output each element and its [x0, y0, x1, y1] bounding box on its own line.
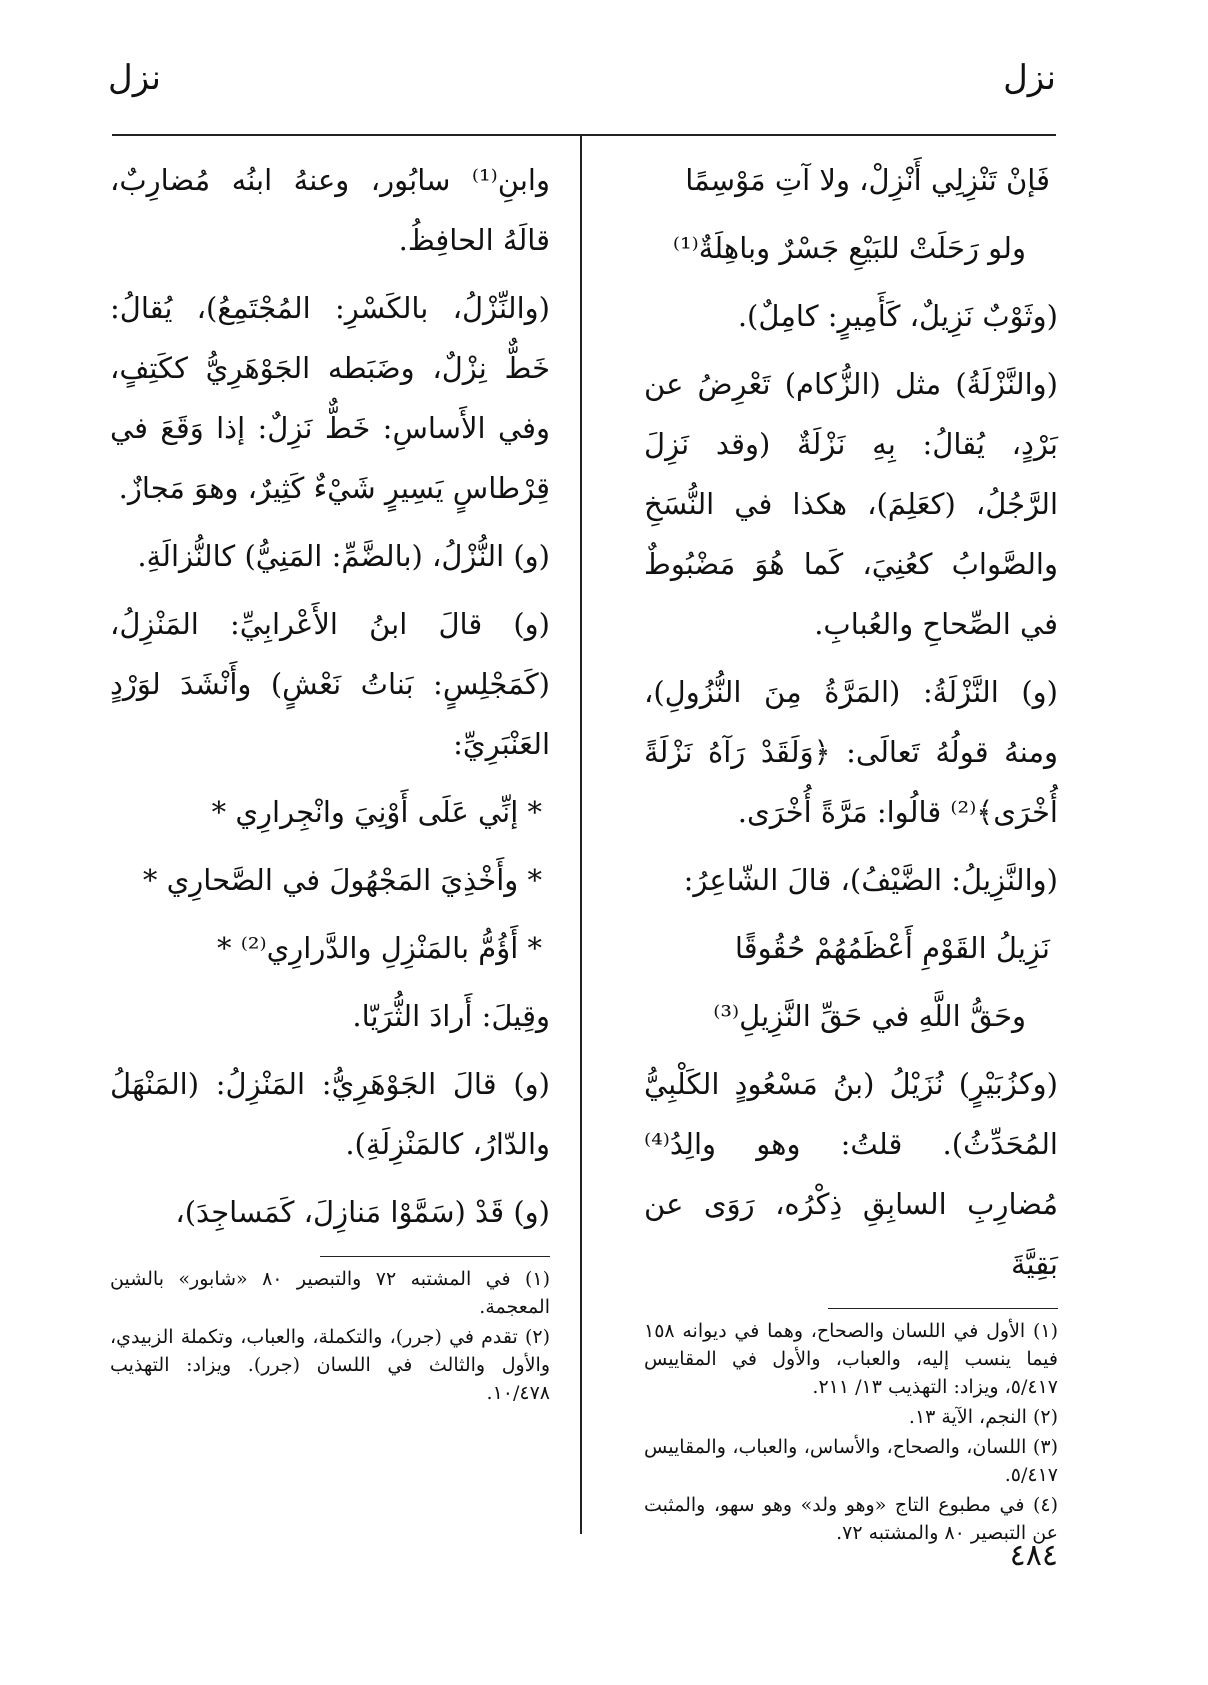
right-column	[644, 150, 1058, 1549]
entry-paragraph: (و) قَدْ (سَمَّوْا مَنازِلَ، كَمَساجِدَ)،	[175, 1195, 550, 1229]
verse-line: * إنِّي عَلَى أَوْنِيَ وانْجِرارِي *	[211, 795, 542, 829]
entry-paragraph: (والنِّزْلُ، بالكَسْرِ: المُجْتَمِعُ)، يُقالُ: خَطٌّ نِزْلٌ، وضَبَطه الجَوْهَرِيُّ ككَتِفٍ، وفي الأَساسِ: خَطٌّ نَزِلٌ: إذا وَقَعَ في قِرْطاسٍ يَسِيرٍ شَيْءٌ كَثِيرٌ، وهوَ مَجازٌ.	[110, 291, 550, 505]
entry-paragraph: (والنَّزِيلُ: الضَّيْفُ)، قالَ الشّاعِرُ:	[683, 863, 1058, 897]
footnote: (٢) النجم، الآية ١٣.	[908, 1406, 1058, 1428]
verse-line: * وأَخْذِيَ المَجْهُولَ في الصَّحارِي *	[142, 863, 542, 897]
entry-paragraph: (وكزُبَيْرٍ) نُزَيْلُ (بنُ مَسْعُودٍ الكَلْبِيُّ المُحَدِّثُ). قلتُ: وهو والِدُ⁽⁴⁾ مُضارِبِ السابِقِ ذِكْرُه، رَوَى عن بَقِيَّةَ	[644, 1067, 1058, 1281]
entry-paragraph: وقِيلَ: أَرادَ الثُّرَيّا.	[352, 999, 550, 1033]
verse-line: ولو رَحَلَتْ للبَيْعِ جَسْرٌ وباهِلَةٌ⁽¹⁾	[672, 231, 1026, 265]
footnote: (٤) في مطبوع التاج «وهو ولد» وهو سهو، والمثبت عن التبصير ٨٠ والمشتبه ٧٢.	[644, 1494, 1058, 1544]
entry-paragraph: (و) النُّزْلُ، (بالضَّمِّ: المَنِيُّ) كالنُّزالَةِ.	[137, 539, 550, 573]
left-column	[110, 150, 550, 1409]
footnote: (١) الأول في اللسان والصحاح، وهما في ديوانه ١٥٨ فيما ينسب إليه، والعباب، والأول في المقاييس ٥/٤١٧، ويزاد: التهذيب ١٣/ ٢١١.	[644, 1320, 1058, 1398]
left-column-text	[110, 150, 550, 1242]
verse-line: فَإنْ تَنْزِلِي أَنْزِلْ، ولا آتِ مَوْسِمًا	[685, 163, 1050, 197]
verse-line: وحَقُّ اللَّهِ في حَقِّ النَّزِيلِ⁽³⁾	[713, 999, 1026, 1033]
running-head-left: نزل	[108, 58, 161, 98]
entry-paragraph: (وثَوْبٌ نَزِيلٌ، كَأَمِيرٍ: كامِلٌ).	[737, 299, 1058, 333]
column-divider	[580, 134, 582, 1534]
footnote-rule	[320, 1256, 550, 1257]
footnote: (٢) تقدم في (جرر)، والتكملة، والعباب، وتكملة الزبيدي، والأول والثالث في اللسان (جرر). ويزاد: التهذيب ١٠/٤٧٨.	[110, 1326, 550, 1404]
entry-paragraph: (و) قالَ الجَوْهَرِيُّ: المَنْزِلُ: (المَنْهَلُ والدّارُ، كالمَنْزِلَةِ).	[110, 1067, 550, 1161]
entry-paragraph: (و) قالَ ابنُ الأَعْرابِيِّ: المَنْزِلُ، (كَمَجْلِسٍ: بَناتُ نَعْشٍ) وأَنْشَدَ لوَرْدٍ العَنْبَرِيِّ:	[110, 607, 550, 761]
footnote-rule	[828, 1308, 1058, 1309]
right-column-text	[644, 150, 1058, 1294]
entry-paragraph: (والنَّزْلَةُ) مثل (الزُّكام) تَعْرِضُ عن بَرْدٍ، يُقالُ: بِهِ نَزْلَةٌ (وقد نَزِلَ الرَّجُلُ، (كعَلِمَ)، هكذا في النُّسَخِ والصَّوابُ كعُنِيَ، كَما هُوَ مَضْبُوطٌ في الصِّحاحِ والعُبابِ.	[644, 367, 1058, 641]
verse-line: نَزِيلُ القَوْمِ أَعْظَمُهُمْ حُقُوقًا	[734, 931, 1050, 965]
entry-paragraph: وابنِ⁽¹⁾ سابُور، وعنهُ ابنُه مُضارِبٌ، قالَهُ الحافِظُ.	[110, 163, 550, 257]
verse-line: * أَؤُمُّ بالمَنْزِلِ والدَّرارِي⁽²⁾ *	[217, 931, 542, 965]
running-head-right: نزل	[1003, 58, 1056, 98]
entry-paragraph: (و) النَّزْلَةُ: (المَرَّةُ مِنَ النُّزُولِ)، ومنهُ قولُهُ تَعالَى: ﴿وَلَقَدْ رَآهُ نَزْلَةً أُخْرَى﴾⁽²⁾ قالُوا: مَرَّةً أُخْرَى.	[644, 675, 1058, 829]
footnote: (١) في المشتبه ٧٢ والتبصير ٨٠ «شابور» بالشين المعجمة.	[110, 1268, 551, 1318]
footnote: (٣) اللسان، والصحاح، والأساس، والعباب، والمقاييس ٥/٤١٧.	[644, 1436, 1058, 1486]
header-rule	[112, 134, 1056, 136]
page-number: ٤٨٤	[1009, 1538, 1058, 1573]
